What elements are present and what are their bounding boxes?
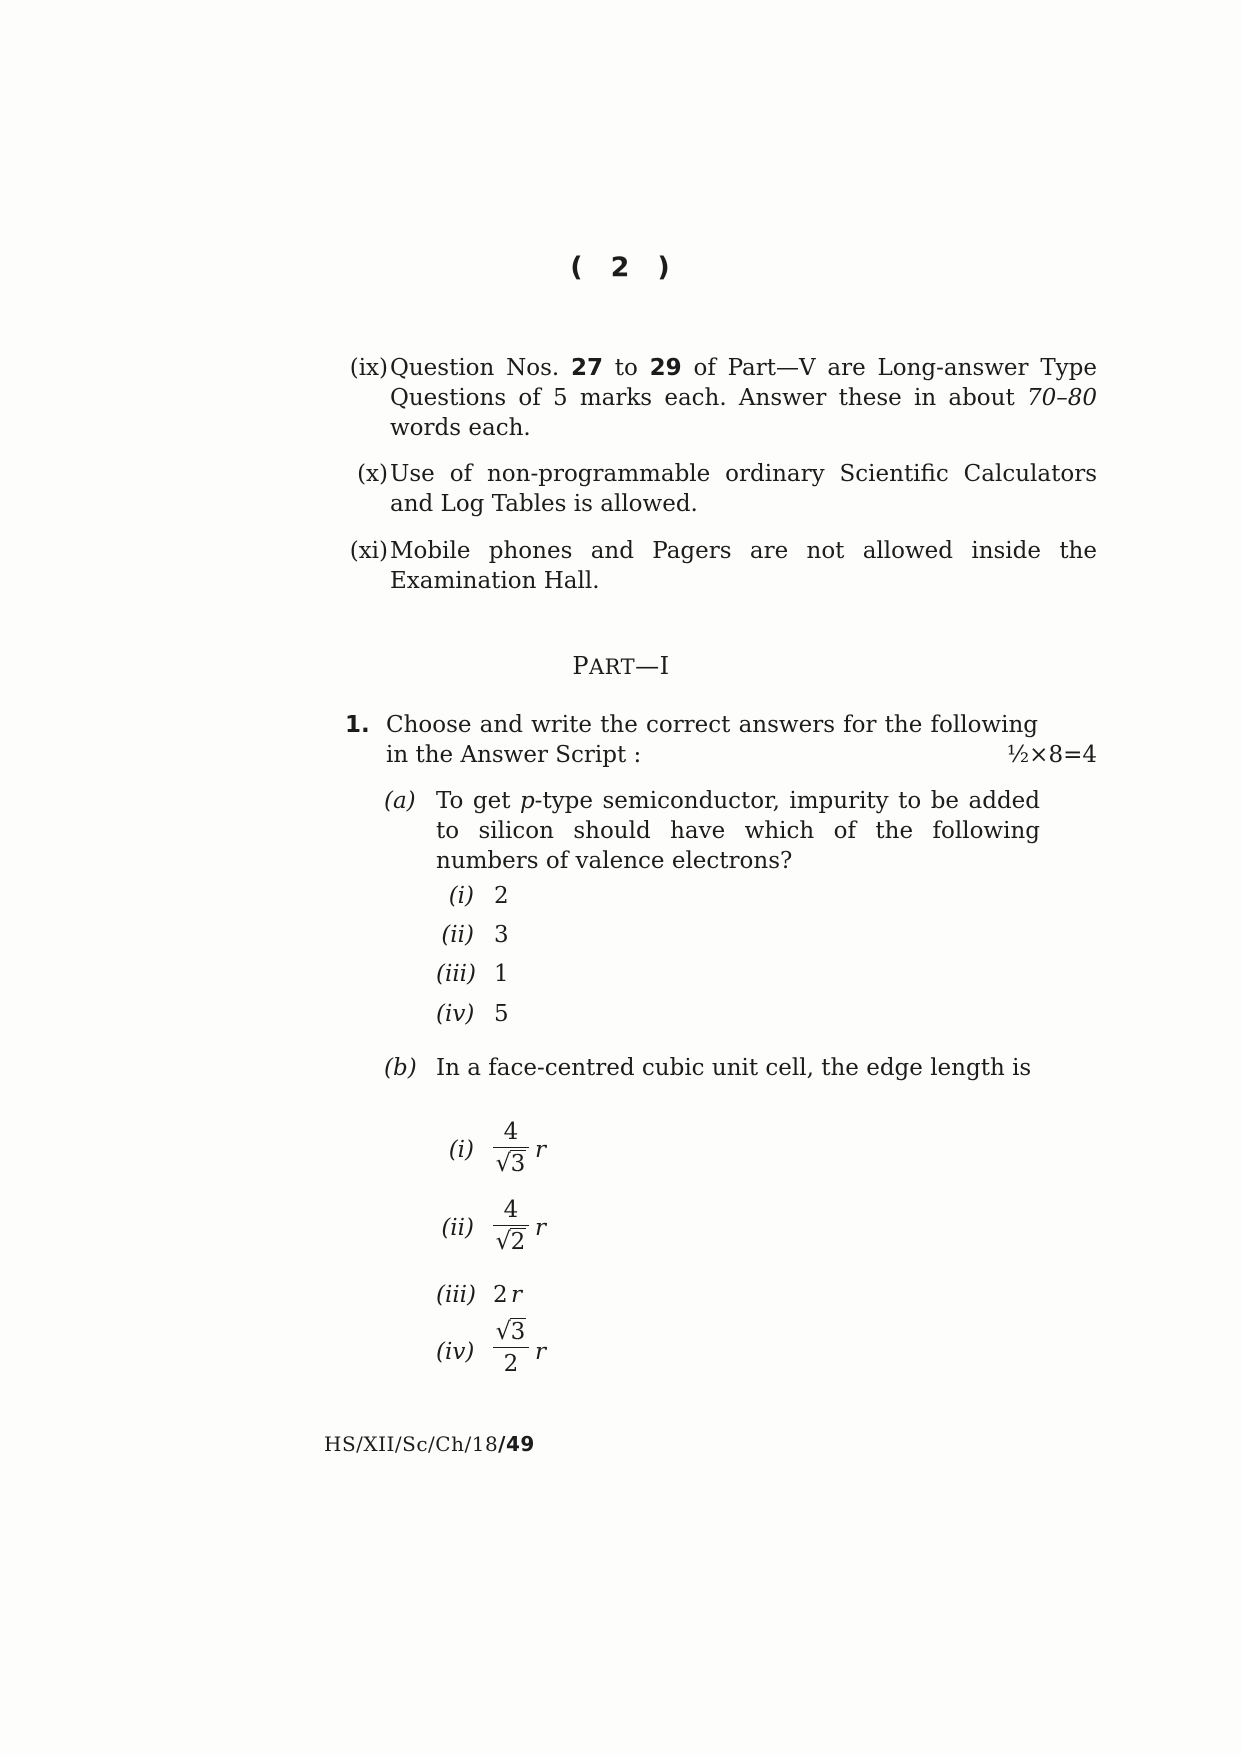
question-stem: Choose and write the correct answers for the following in the Answer Script : — [386, 712, 1038, 768]
subquestion-label: (b) — [384, 1055, 417, 1081]
option-b-iv: (iv) √ 3 2 r — [436, 1317, 546, 1377]
page-number: ( 2 ) — [570, 252, 672, 283]
instruction-text: Mobile phones and Pagers are not allowed inside the Examination Hall. — [390, 538, 1097, 594]
subquestion-b — [384, 1053, 1040, 1083]
instruction-number: (x) — [357, 461, 388, 487]
instruction-text: Use of non-programmable ordinary Scientific Calculators and Log Tables is allowed. — [390, 461, 1097, 517]
fraction: √ 3 2 — [493, 1318, 529, 1379]
part-heading: PART—I — [572, 652, 670, 680]
fraction: 4 √ 2 — [493, 1196, 529, 1257]
subquestion-a — [384, 786, 1040, 876]
subquestion-label: (a) — [384, 788, 416, 814]
subquestion-text: In a face-centred cubic unit cell, the edge length is — [436, 1055, 1032, 1081]
instruction-ix — [342, 353, 1097, 443]
question-number: 1. — [345, 712, 370, 738]
instruction-number: (ix) — [349, 355, 388, 381]
fraction: 4 √ 3 — [493, 1118, 529, 1179]
question-1 — [342, 710, 1097, 770]
instruction-text: Question Nos. 27 to 29 of Part—V are Long-answer Type Questions of 5 marks each. Answer these in about 70–80 words each. — [390, 355, 1097, 441]
option-b-i: (i) 4 √ 3 r — [448, 1119, 546, 1177]
option-b-iii: (iii) 2 r — [436, 1282, 522, 1308]
question-marks: ½×8=4 — [1006, 742, 1097, 768]
instruction-x — [342, 459, 1097, 519]
instruction-number: (xi) — [349, 538, 388, 564]
subquestion-text: To get p-type semiconductor, impurity to be added to silicon should have which of the following numbers of valence electrons? — [436, 788, 1040, 874]
option-b-ii: (ii) 4 √ 2 r — [441, 1197, 546, 1255]
footer-code: HS/XII/Sc/Ch/18/49 — [324, 1432, 535, 1456]
instruction-xi — [342, 536, 1097, 596]
